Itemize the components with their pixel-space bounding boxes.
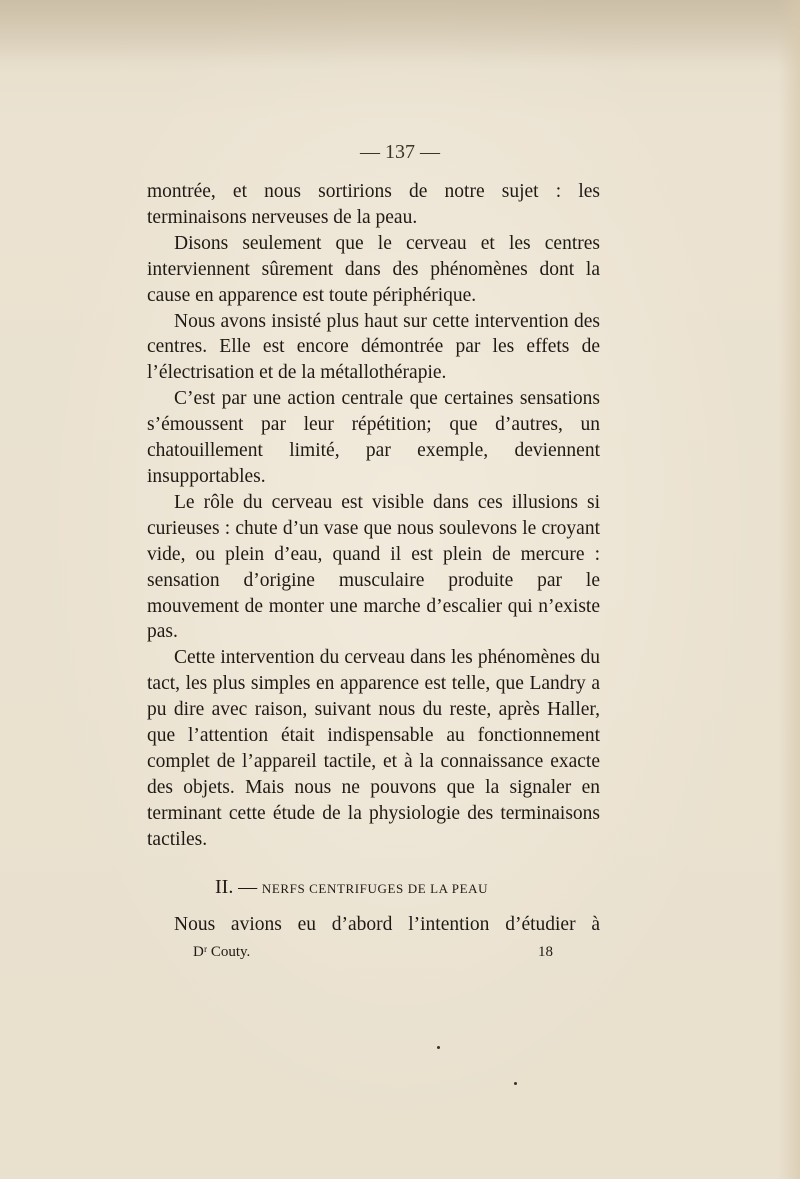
section-title: NERFS CENTRIFUGES DE LA PEAU: [261, 881, 489, 896]
footer-author: Dʳ Couty.: [193, 944, 251, 960]
paragraph-1: montrée, et nous sortirions de notre sujet : les terminaisons nerveuses de la peau.: [147, 181, 600, 228]
section-dash: —: [238, 877, 258, 898]
body-text: [147, 179, 600, 853]
paragraph-4: C’est par une action centrale que certaines sensations s’émoussent par leur répétition; que d’autres, un chatouillement limité, par exemple, deviennent insupportables.: [147, 388, 600, 487]
section-heading: [215, 876, 488, 899]
page-number: — 137 —: [360, 141, 440, 163]
ink-speck: [514, 1082, 517, 1085]
page-top-shadow: [0, 0, 800, 70]
ink-speck: [437, 1046, 440, 1049]
paragraph-2: Disons seulement que le cerveau et les centres interviennent sûrement dans des phénomènes dont la cause en apparence est toute périphérique.: [147, 232, 600, 306]
page-right-edge: [778, 0, 800, 1179]
continuation-line: Nous avions eu d’abord l’intention d’étudier à: [174, 914, 600, 935]
section-numeral: II.: [215, 876, 234, 898]
footer-signature-mark: 18: [538, 944, 553, 960]
paragraph-5: Le rôle du cerveau est visible dans ces illusions si curieuses : chute d’un vase que nous soulevons le croyant vide, ou plein d’eau, quand il est plein de mercure : sensation d’origine musculaire produite par le mouvement de monter une marche d’escalier qui n’existe pas.: [147, 491, 600, 643]
paragraph-6: Cette intervention du cerveau dans les phénomènes du tact, les plus simples en apparence est telle, que Landry a pu dire avec raison, suivant nous du reste, après Haller, que l’attention était indispensable au fonctionnement complet de l’appareil tactile, et à la connaissance exacte des objets. Mais nous ne pouvons que la signaler en terminant cette étude de la physiologie des terminaisons tactiles.: [147, 647, 600, 850]
paragraph-3: Nous avons insisté plus haut sur cette intervention des centres. Elle est encore démontrée par les effets de l’électrisation et de la métallothérapie.: [147, 310, 600, 384]
